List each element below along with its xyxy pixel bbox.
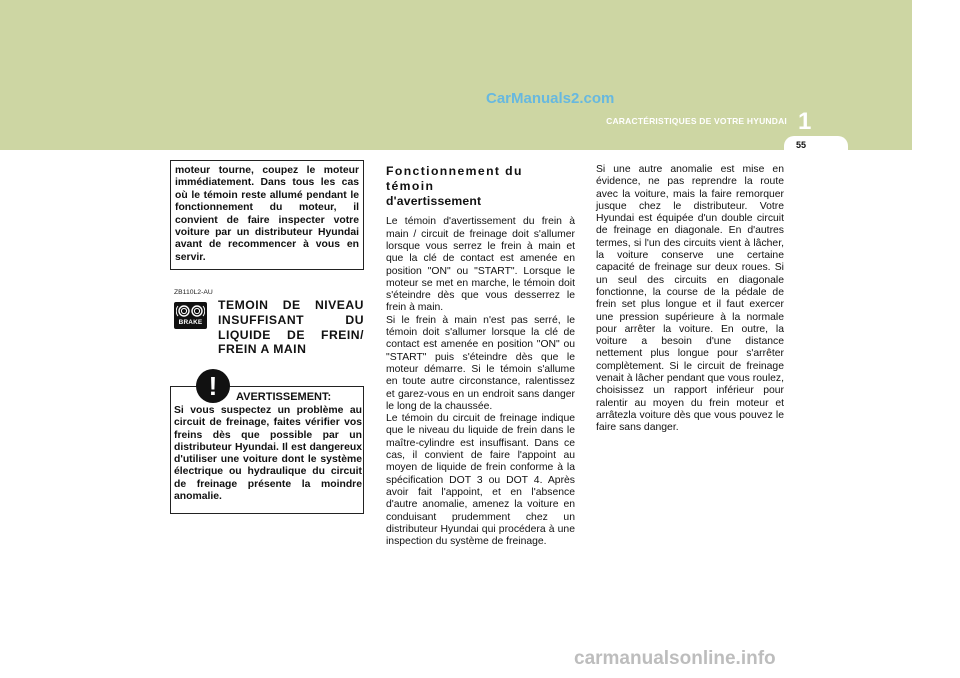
heading-line-3: LIQUIDE DE FREIN/: [218, 327, 364, 342]
chapter-number: 1: [798, 108, 812, 135]
section-heading: [218, 298, 364, 357]
column2-paragraph-3: Le témoin du circuit de freinage indique que le niveau du liquide de frein dans le maître-cylindre est insuffisant. Dans ce cas, il convient de faire l'appoint au moyen de liquide de frein conforme à la spécification DOT 3 ou DOT 4. Après avoir fait l'appoint, et en l'absence d'autre anomalie, amenez la voiture en conduisant prudemment chez un distributeur Hyundai qui procédera à une inspection du système de freinage.: [386, 413, 575, 548]
heading-line-4: FREIN A MAIN: [218, 342, 307, 357]
chapter-title: CARACTÉRISTIQUES DE VOTRE HYUNDAI: [606, 116, 787, 126]
warning-text: Si vous suspectez un problème au circuit de freinage, faites vérifier vos freins dès que possible par un distributeur Hyundai. Il est dangereux d'utiliser une voiture dont le système électrique ou hydraulique du circuit de freinage présente la moindre anomalie.: [174, 405, 362, 503]
column2-heading-line1: Fonctionnement du témoin: [386, 164, 523, 193]
column-3: [596, 164, 784, 435]
warning-title: AVERTISSEMENT:: [236, 391, 332, 403]
brake-warning-icon: [174, 302, 207, 329]
column2-heading: [386, 164, 575, 208]
column-2: [386, 164, 575, 548]
brake-circles-icon: [176, 304, 205, 318]
heading-line-2: INSUFFISANT DU: [218, 312, 364, 327]
section-code-label: ZB110L2-AU: [174, 289, 213, 296]
column2-paragraph-2: Si le frein à main n'est pas serré, le témoin doit s'allumer lorsque la clé de contact est amenée en position "ON" ou "START" puis s'éteindre dès que le moteur démarre. Si le témoin s'allume en toute autre circonstance, ralentissez et garez-vous en un endroit sans danger le long de la chaussée.: [386, 314, 575, 412]
heading-line-1: TEMOIN DE NIVEAU: [218, 298, 364, 312]
header-band: [0, 0, 912, 150]
watermark-bottom-link[interactable]: carmanualsonline.info: [574, 648, 776, 669]
column2-paragraph-1: Le témoin d'avertissement du frein à main / circuit de freinage doit s'allumer lorsque vous serrez le frein à main et que la clé de contact est amenée en position "ON" ou "START". Lorsque le moteur se met en marche, le témoin doit s'éteindre dès que vous desserrez le frein à main.: [386, 216, 575, 314]
caution-continuation-box: [170, 160, 364, 270]
page-number-tab: [784, 136, 848, 156]
watermark-top-link[interactable]: CarManuals2.com: [486, 90, 615, 107]
column3-paragraph: Si une autre anomalie est mise en évidence, ne pas reprendre la route avec la voiture, mais la faire remorquer jusque chez le distributeur. Votre Hyundai est équipée d'un double circuit de freinage en diagonale. En d'autres termes, si l'un des circuits vient à lâcher, la voiture conserve une certaine capacité de freinage sur deux roues. Si un seul des circuits en diagonale fonctionne, la course de la pédale de frein set plus longue et il faut exercer une pression supérieure à la normale pour arrêter la voiture. En outre, la voiture a besoin d'une distance nettement plus longue pour s'arrêter complètement. Si le circuit de freinage venait à lâcher pendant que vous roulez, choisissez un rapport inférieur pour ralentir au moyen du frein moteur et arrâtezla voiture dès que vous pouvez le faire sans danger.: [596, 164, 784, 434]
page-number: 55: [796, 140, 807, 150]
warning-exclamation-icon: !: [196, 369, 230, 403]
brake-icon-label: BRAKE: [178, 319, 203, 326]
column2-heading-line2: d'avertissement: [386, 193, 482, 208]
caution-continuation-text: moteur tourne, coupez le moteur immédiatement. Dans tous les cas où le témoin reste allumé pendant le fonctionnement du moteur, il convient de faire inspecter votre voiture par un distributeur Hyundai avant de recommencer à vous en servir.: [175, 165, 359, 263]
